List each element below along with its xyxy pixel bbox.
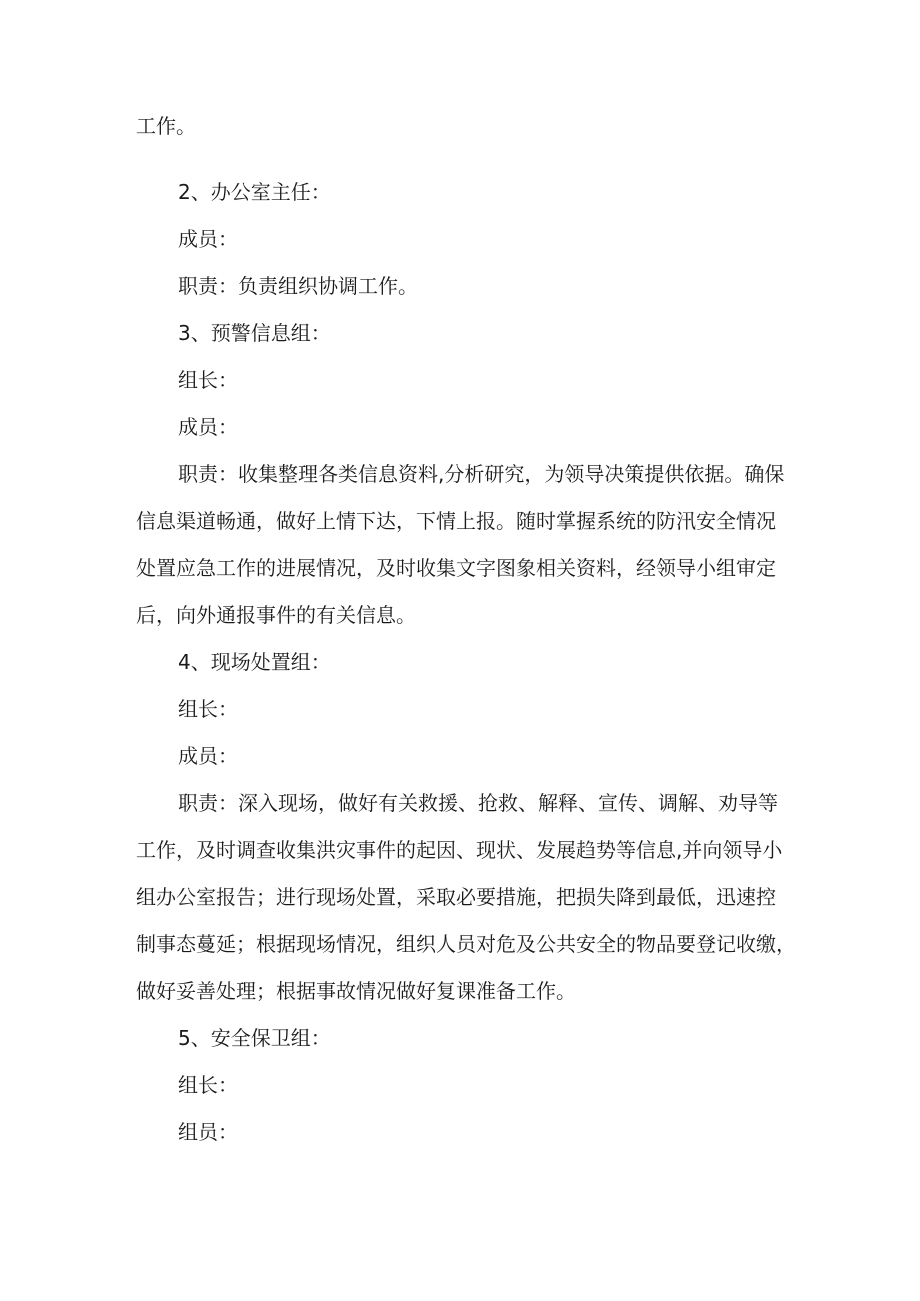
duty-line: 组办公室报告；进行现场处置，采取必要措施，把损失降到最低，迅速控 bbox=[136, 885, 776, 909]
duty-line: 工作，及时调查收集洪灾事件的起因、现状、发展趋势等信息,并向领导小 bbox=[136, 838, 783, 862]
duty-line: 做好妥善处理；根据事故情况做好复课准备工作。 bbox=[136, 979, 576, 1003]
duty-text: 职责：负责组织协调工作。 bbox=[178, 274, 418, 298]
members-label: 成员： bbox=[178, 415, 238, 439]
members-label: 成员： bbox=[178, 227, 238, 251]
document-body bbox=[136, 112, 796, 1146]
section-heading-security-group: 5、安全保卫组： bbox=[178, 1026, 331, 1050]
members-label: 成员： bbox=[178, 744, 238, 768]
section-heading-warning-info-group: 3、预警信息组： bbox=[178, 321, 331, 345]
paragraph-fragment: 工作。 bbox=[136, 114, 196, 138]
section-heading-onsite-handling-group: 4、现场处置组： bbox=[178, 650, 331, 674]
leader-label: 组长： bbox=[178, 1073, 238, 1097]
leader-label: 组长： bbox=[178, 368, 238, 392]
duty-line: 信息渠道畅通，做好上情下达，下情上报。随时掌握系统的防汛安全情况 bbox=[136, 509, 776, 533]
leader-label: 组长： bbox=[178, 697, 238, 721]
duty-line: 职责：深入现场，做好有关救援、抢救、解释、宣传、调解、劝导等 bbox=[178, 791, 778, 815]
duty-line: 职责：收集整理各类信息资料,分析研究，为领导决策提供依据。确保 bbox=[178, 462, 785, 486]
duty-paragraph bbox=[136, 460, 796, 629]
members-label: 组员： bbox=[178, 1120, 238, 1144]
section-heading-office-director: 2、办公室主任： bbox=[178, 180, 331, 204]
duty-paragraph bbox=[136, 789, 796, 1005]
duty-line: 制事态蔓延；根据现场情况，组织人员对危及公共安全的物品要登记收缴， bbox=[136, 932, 796, 956]
duty-line: 处置应急工作的进展情况，及时收集文字图象相关资料，经领导小组审定 bbox=[136, 556, 776, 580]
duty-line: 后，向外通报事件的有关信息。 bbox=[136, 603, 416, 627]
